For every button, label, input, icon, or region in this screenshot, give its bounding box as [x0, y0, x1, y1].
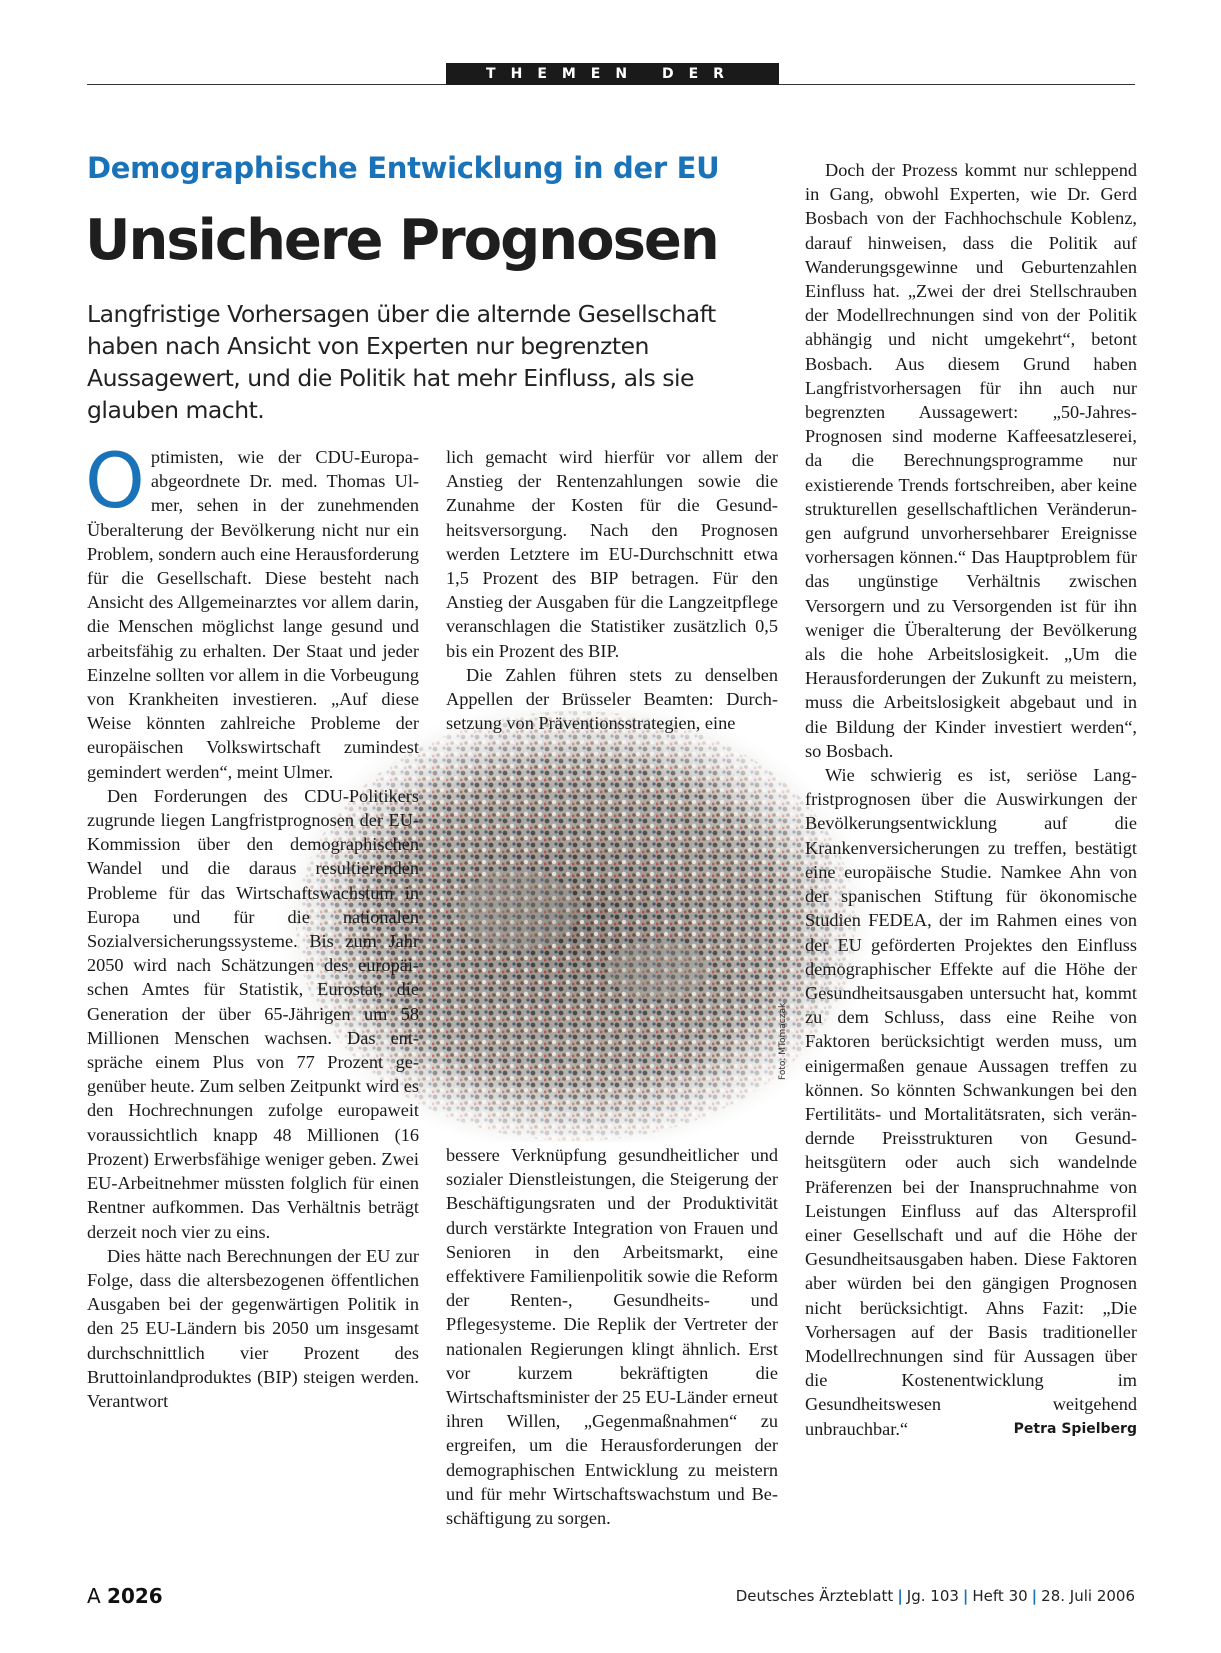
article-kicker: Demographische Entwicklung in der EU [87, 151, 720, 185]
paragraph: lich gemacht wird hierfür vor allem der Anstieg der Rentenzahlungen sowie die Zunahme der Kosten für die Gesundheitsversorgung. Nach den Prognosen werden Letztere im EU-Durchschnitt etwa 1,5 Prozent des BIP betragen. Für den Anstieg der Ausgaben für die Langzeitpflege veranschlagen die Statistiker zusätzlich 0,5 bis ein Prozent des BIP. [446, 447, 778, 661]
paragraph: Den Forderungen des CDU-Politikers zugrunde liegen Langfristprognosen der EU-Kommission über den demographischen Wandel und die daraus resultierenden Probleme für das Wirtschaftswachstum in Europa und für die nationalen Sozialversicherungssysteme. Bis zum Jahr 2050 wird nach Schätzungen des europäischen Amtes für Statistik, Eurostat, die Generation der über 65-Jährigen um 58 Millionen Menschen wachsen. Das entspräche einem Plus von 77 Prozent gegenüber heute. Zum selben Zeitpunkt wird es den Hochrechnungen zufolge europaweit voraussichtlich knapp 48 Millionen (16 Prozent) Erwerbsfähige weniger geben. Zwei EU-Arbeitnehmer müssten folglich für einen Rentner aufkommen. Das Verhältnis beträgt derzeit noch vier zu eins. [87, 785, 419, 1242]
page-number: A 2026 [87, 1584, 163, 1608]
drop-cap: O [85, 436, 145, 525]
paragraph: Wie schwierig es ist, seriöse Langfristprognosen über die Auswirkungen der Bevölkerungsentwicklung auf die Krankenversicherungen zu treffen, bestätigt eine europäische Studie. Namkee Ahn von der spanischen Stiftung für ökonomische Studien FEDEA, der im Rahmen eines von der EU geförderten Projektes den Einfluss demographischer Effekte auf die Höhe der Gesundheitsausgaben untersucht hat, kommt zu dem Schluss, dass eine Reihe von Faktoren berücksichtigt werden muss, um einigermaßen genaue Aussagen treffen zu können. So könnten Schwankungen bei den Fertilitäts- und Mortalitätsraten, sich verändernde Preisstrukturen von Gesundheitsgütern oder auch sich wandelnde Präferenzen bei der Inanspruchnahme von Leistungen Einfluss auf das Altersprofil einer Gesellschaft und auf die Höhe der Gesundheitsausgaben haben. Diese Faktoren aber würden bei den gängigen Prognosen nicht berücksichtigt. Ahns Fazit: „Die Vorhersagen auf der Basis traditioneller Modellrechnungen sind für Aussagen über die Kostenentwicklung im Gesundheitswesen weitgehend unbrauchbar.“ Petra Spielberg [805, 763, 1137, 1441]
journal-name: Deutsches Ärzteblatt [735, 1587, 894, 1605]
article-column-2-bottom [446, 1143, 778, 1530]
section-tag: THEMEN DER ZEIT [446, 63, 779, 85]
article-column-2-top [446, 445, 778, 735]
paragraph: bessere Verknüpfung gesundheitlicher und sozialer Dienstleistungen, die Steigerung der Beschäftigungsraten und der Produktivität durch verstärkte Integration von Frauen und Senioren in den Arbeitsmarkt, eine effektivere Familienpolitik sowie die Reform der Renten-, Gesundheits- und Pflegesysteme. Die Replik der Vertreter der nationalen Regierungen klingt ähnlich. Erst vor kurzem bekräftigten die Wirtschaftsminister der 25 EU-Länder erneut ihren Willen, „Gegenmaßnahmen“ zu ergreifen, um die Herausforderungen der demographischen Entwicklung zu meistern und für mehr Wirtschaftswachstum und Beschäftigung zu sorgen. [446, 1145, 778, 1529]
journal-issue: Heft 30 [972, 1587, 1028, 1605]
paragraph: Optimisten, wie der CDU-Europaabgeordnete Dr. med. Thomas Ulmer, sehen in der zunehmenden Überalterung der Bevölkerung nicht nur ein Problem, sondern auch eine Herausforderung für die Gesellschaft. Diese besteht nach Ansicht des Allgemeinarztes vor allem darin, die Menschen möglichst lange gesund und arbeitsfähig zu erhalten. Der Staat und jeder Einzelne sollten vor allem in die Vorbeugung von Krankheiten investieren. „Auf diese Weise könnten zahlreiche Probleme der europäischen Volkswirtschaft zumindest gemindert werden“, meint Ulmer. [85, 436, 419, 782]
article-title: Unsichere Prognosen [85, 208, 718, 273]
article-column-1 [85, 436, 419, 1413]
journal-date: 28. Juli 2006 [1041, 1587, 1135, 1605]
paragraph: Die Zahlen führen stets zu denselben Appellen der Brüsseler Beamten: Durchsetzung von Präventionsstrategien, eine [446, 664, 778, 734]
journal-volume: Jg. 103 [906, 1587, 959, 1605]
photo-credit: Foto: MTomaczak [778, 1002, 788, 1080]
author-name: Petra Spielberg [1013, 1420, 1137, 1437]
article-column-3 [805, 158, 1137, 1441]
paragraph: Doch der Prozess kommt nur schleppend in Gang, obwohl Experten, wie Dr. Gerd Bosbach von der Fachhochschule Koblenz, darauf hinweisen, dass die Politik auf Wanderungsgewinne und Geburtenzahlen Einfluss hat. „Zwei der drei Stellschrauben der Modellrechnungen sind von der Politik abhängig und nicht umgekehrt“, betont Bosbach. Aus diesem Grund haben Langfristvorhersagen für ihn auch nur begrenzten Aussagewert: „50-Jahres-Prognosen sind moderne Kaffeesatzleserei, da die Berechnungsprogramme nur existierende Trends fortschreiben, aber keine strukturellen gesellschaftlichen Veränderungen aufgrund unvorhersehbarer Ereignisse vorhersagen können.“ Das Hauptproblem für das ungünstige Verhältnis zwischen Versorgern und zu Versorgenden ist für ihn weniger die Überalterung der Bevölkerung als die hohe Arbeitslosigkeit. „Um die Herausforderungen der Zukunft zu meistern, muss die Arbeitslosigkeit abgebaut und in die Bildung der Kinder investiert werden“, so Bosbach. [805, 160, 1137, 761]
article-lead: Langfristige Vorhersagen über die alternde Gesellschaft haben nach Ansicht von Experten nur begrenzten Aussagewert, und die Politik hat mehr Einfluss, als sie glauben macht. [87, 300, 716, 424]
paragraph: Dies hätte nach Berechnungen der EU zur Folge, dass die altersbezogenen öffentlichen Ausgaben bei der gegenwärtigen Politik in den 25 EU-Ländern bis 2050 um insgesamt durchschnittlich vier Prozent des Bruttoinlandproduktes (BIP) steigen werden. Verantwort [87, 1245, 419, 1411]
journal-info: Deutsches Ärzteblatt | Jg. 103 | Heft 30 | 28. Juli 2006 [735, 1587, 1135, 1605]
